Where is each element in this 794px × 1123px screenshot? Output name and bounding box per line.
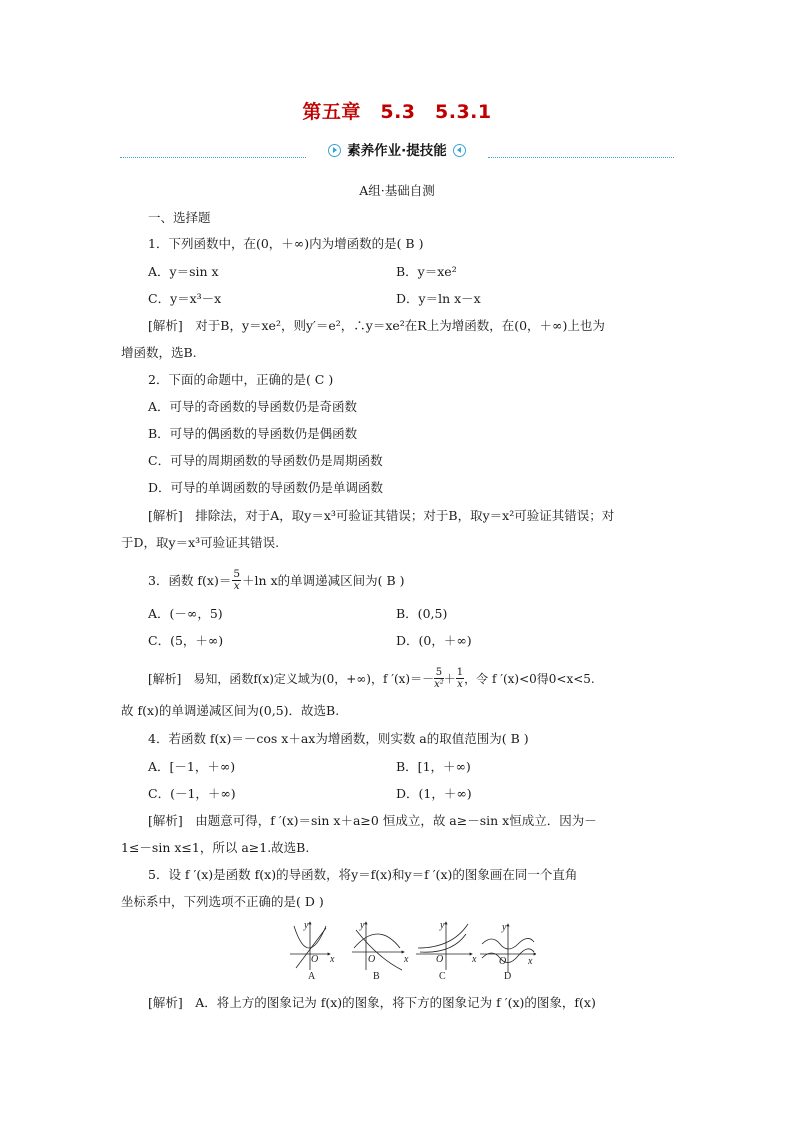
- graph-c-y-label: y: [440, 920, 445, 931]
- q1-analysis-line1: [解析] 对于B，y＝xe²，则y′＝e²，∴y＝xe²在R上为增函数，在(0，＋∞)上也为: [148, 318, 605, 333]
- q3-option-b: B．(0,5): [396, 606, 448, 621]
- q2-analysis-line1: [解析] 排除法，对于A，取y＝x³可验证其错误；对于B，取y＝x²可验证其错误；对: [148, 508, 615, 523]
- q2-stem: 2．下面的命题中，正确的是( C ): [148, 372, 334, 387]
- q3-analysis-fraction-2: $\frac{1}{x}$: [456, 667, 464, 690]
- q5-stem-line1: 5．设 f ′(x)是函数 f(x)的导函数，将y＝f(x)和y＝f ′(x)的图象画在同一个直角: [148, 867, 578, 882]
- q4-stem: 4．若函数 f(x)＝－cos x＋ax为增函数，则实数 a的取值范围为( B ): [148, 731, 529, 746]
- graph-a-origin: O: [311, 954, 319, 965]
- graph-a-caption: A: [308, 971, 316, 980]
- q3-option-c: C．(5，＋∞): [148, 633, 224, 648]
- q2-option-c: C．可导的周期函数的导函数仍是周期函数: [148, 453, 383, 468]
- q1-option-b: B．y＝xe²: [396, 264, 457, 279]
- q3-option-a: A．(－∞，5): [148, 606, 223, 621]
- q4-analysis-line1: [解析] 由题意可得，f ′(x)＝sin x＋a≥0 恒成立，故 a≥－sin x恒成立．因为－: [148, 813, 597, 828]
- arrow-left-icon: [453, 144, 466, 157]
- graph-b-origin: O: [368, 954, 376, 965]
- graph-b-x-label: x: [404, 954, 409, 965]
- graph-d-caption: D: [504, 971, 512, 980]
- graph-a-x-label: x: [330, 954, 335, 965]
- q3-analysis-line1: [解析] 易知，函数f(x)定义域为(0，+∞)，f ′(x)＝－ $\frac{5}{\text{x²}}$ ＋ $\frac{1}{x}$ ，令 f ′(x)<0得0<x<5.: [148, 667, 595, 690]
- q3-option-d: D．(0，＋∞): [396, 633, 472, 648]
- q3-stem: 3．函数 f(x)＝ $\frac{5}{x}$ ＋ln x的单调递减区间为( B ): [148, 568, 405, 592]
- q5-stem-line2: 坐标系中，下列选项不正确的是( D ): [121, 894, 324, 909]
- graph-c-caption: C: [439, 971, 446, 980]
- q5-option-graphs: [286, 918, 536, 980]
- graph-a: [290, 922, 330, 970]
- banner-text: 素养作业·提技能: [347, 143, 447, 159]
- graph-c-x-label: x: [472, 954, 477, 965]
- graph-b-y-label: y: [360, 920, 365, 931]
- q2-option-b: B．可导的偶函数的导函数仍是偶函数: [148, 426, 358, 441]
- q2-analysis-line2: 于D，取y＝x³可验证其错误.: [121, 535, 280, 550]
- graph-a-y-label: y: [304, 920, 309, 931]
- q4-option-c: C．(－1，＋∞): [148, 786, 236, 801]
- q1-option-c: C．y＝x³－x: [148, 291, 222, 306]
- group-heading: A组·基础自测: [359, 183, 435, 198]
- q3-analysis-line2: 故 f(x)的单调递减区间为(0,5)．故选B.: [121, 703, 340, 718]
- q1-stem: 1．下列函数中，在(0，＋∞)内为增函数的是( B ): [148, 236, 424, 251]
- q4-option-d: D．(1，＋∞): [396, 786, 472, 801]
- section-banner: [120, 139, 674, 159]
- q1-option-a: A．y＝sin x: [148, 264, 219, 279]
- q1-analysis-line2: 增函数，选B.: [121, 345, 197, 360]
- q2-option-d: D．可导的单调函数的导函数仍是单调函数: [148, 480, 384, 495]
- arrow-right-icon: [328, 144, 341, 157]
- q3-analysis-fraction-1: $\frac{5}{\text{x²}}$: [434, 667, 444, 690]
- graph-d-x-label: x: [528, 956, 533, 967]
- graph-c-origin: O: [436, 954, 444, 965]
- q4-option-a: A．[－1，＋∞): [148, 759, 236, 774]
- q1-option-d: D．y＝ln x－x: [396, 291, 481, 306]
- graph-d-y-label: y: [502, 922, 507, 933]
- section-heading: 一、选择题: [148, 210, 211, 225]
- page-title: 第五章 5.3 5.3.1: [302, 101, 492, 123]
- q3-fraction: $\frac{5}{x}$: [233, 568, 241, 592]
- graph-b-caption: B: [373, 971, 380, 980]
- q5-analysis-line1: [解析] A．将上方的图象记为 f(x)的图象，将下方的图象记为 f ′(x)的图象，f(x): [148, 995, 596, 1010]
- q4-analysis-line2: 1≤－sin x≤1，所以 a≥1.故选B.: [121, 840, 310, 855]
- q4-option-b: B．[1，＋∞): [396, 759, 471, 774]
- graph-d-origin: O: [499, 956, 507, 967]
- q2-option-a: A．可导的奇函数的导函数仍是奇函数: [148, 399, 358, 414]
